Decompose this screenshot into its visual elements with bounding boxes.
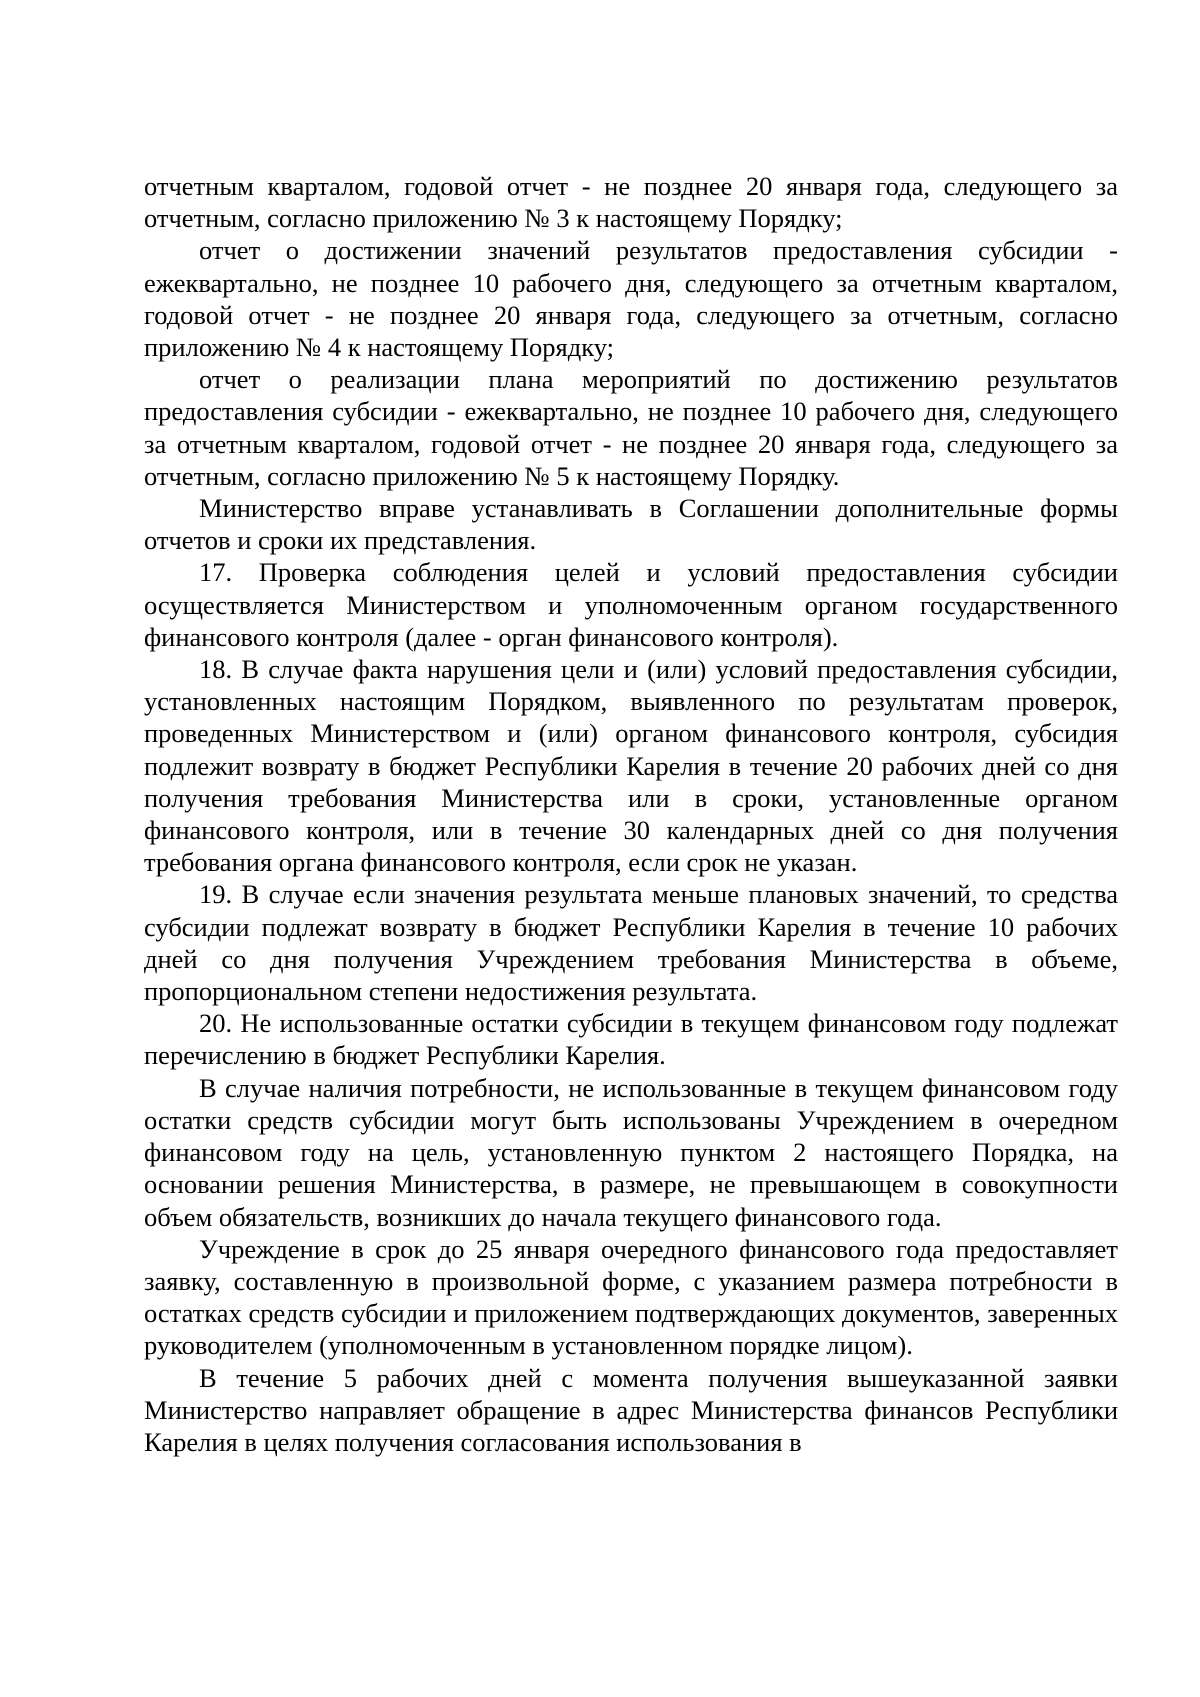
document-page: [144, 170, 1118, 1458]
paragraph-20: 20. Не использованные остатки субсидии в текущем финансовом году подлежат перечислению в бюджет Республики Карелия.: [144, 1008, 1118, 1071]
paragraph-0: отчетным кварталом, годовой отчет - не позднее 20 января года, следующего за отчетным, согласно приложению № 3 к настоящему Порядку;: [144, 171, 1118, 234]
paragraph-17: 17. Проверка соблюдения целей и условий предоставления субсидии осуществляется Министерством и уполномоченным органом государственного финансового контроля (далее - орган финансового контроля).: [144, 557, 1118, 652]
paragraph-20-application: Учреждение в срок до 25 января очередного финансового года предоставляет заявку, составленную в произвольной форме, с указанием размера потребности в остатках средств субсидии и приложением подтверждающих документов, заверенных руководителем (уполномоченным в установленном порядке лицом).: [144, 1233, 1118, 1361]
paragraph-2: отчет о реализации плана мероприятий по достижению результатов предоставления субсидии - ежеквартально, не позднее 10 рабочего дня, следующего за отчетным кварталом, годовой отчет - не позднее 20 января года, следующего за отчетным, согласно приложению № 5 к настоящему Порядку.: [144, 364, 1118, 491]
paragraph-20-ministry-request: В течение 5 рабочих дней с момента получения вышеуказанной заявки Министерство направляет обращение в адрес Министерства финансов Республики Карелия в целях получения согласования использования в: [144, 1362, 1118, 1457]
paragraph-19: 19. В случае если значения результата меньше плановых значений, то средства субсидии подлежат возврату в бюджет Республики Карелия в течение 10 рабочих дней со дня получения Учреждением требования Министерства в объеме, пропорциональном степени недостижения результата.: [144, 879, 1118, 1007]
paragraph-3: Министерство вправе устанавливать в Соглашении дополнительные формы отчетов и сроки их представления.: [144, 493, 1118, 556]
paragraph-20-remainder-use: В случае наличия потребности, не использованные в текущем финансовом году остатки средств субсидии могут быть использованы Учреждением в очередном финансовом году на цель, установленную пунктом 2 настоящего Порядка, на основании решения Министерства, в размере, не превышающем в совокупности объем обязательств, возникших до начала текущего финансового года.: [144, 1072, 1118, 1232]
paragraph-1: отчет о достижении значений результатов предоставления субсидии - ежеквартально, не позднее 10 рабочего дня, следующего за отчетным кварталом, годовой отчет - не позднее 20 января года, следующего за отчетным, согласно приложению № 4 к настоящему Порядку;: [144, 235, 1118, 363]
paragraph-18: 18. В случае факта нарушения цели и (или) условий предоставления субсидии, установленных настоящим Порядком, выявленного по результатам проверок, проведенных Министерством и (или) органом финансового контроля, субсидия подлежит возврату в бюджет Республики Карелия в течение 20 рабочих дней со дня получения требования Министерства или в сроки, установленные органом финансового контроля, или в течение 30 календарных дней со дня получения требования органа финансового контроля, если срок не указан.: [144, 654, 1118, 878]
